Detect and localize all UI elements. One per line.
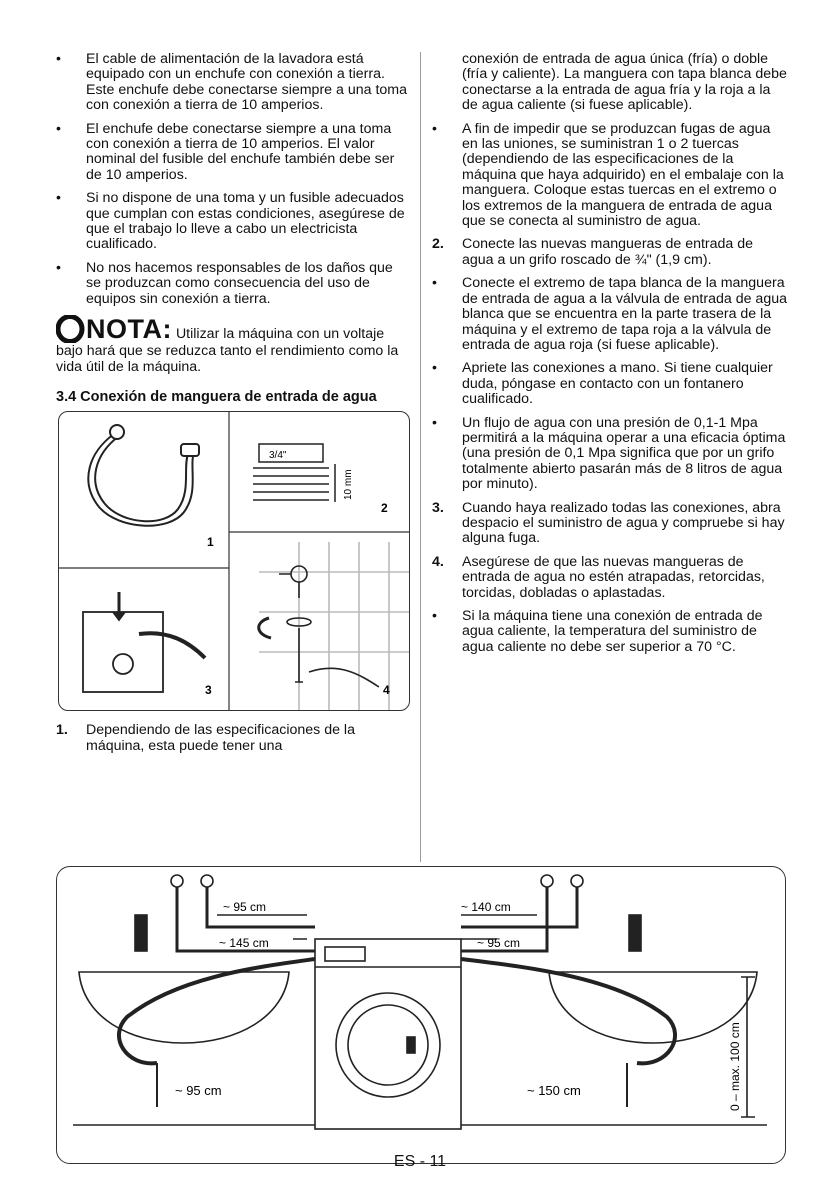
bullet-text: No nos hacemos responsables de los daños que se produzcan como consecuencia del uso de equipos sin conexión a tierra. bbox=[86, 259, 393, 307]
bullet-text: Conecte el extremo de tapa blanca de la manguera de entrada de agua a la válvula de entrada de agua blanca que se encuentra en la parte trasera de la máquina y el extremo de tapa roja a la válvula de entrada de agua roja (si fuese aplicable). bbox=[462, 275, 787, 353]
bullet-item bbox=[432, 276, 788, 353]
bullet-text: Si no dispone de una toma y un fusible adecuados que cumplan con estas condiciones, asegúrese de que el trabajo lo lleve a cabo un electricista cualificado. bbox=[86, 190, 405, 253]
indent-spacer bbox=[432, 52, 462, 114]
bullet-mark: • bbox=[56, 120, 61, 137]
bullet-item bbox=[432, 609, 788, 655]
dimension-label: ~ 95 cm bbox=[175, 1083, 222, 1098]
step-number: 1. bbox=[56, 722, 68, 739]
bullet-mark: • bbox=[432, 414, 437, 431]
bullet-mark: • bbox=[56, 259, 61, 276]
bullet-mark: • bbox=[56, 190, 61, 207]
continuation-text: conexión de entrada de agua única (fría) o doble (fría y caliente). La manguera con tapa blanca debe conectarse a la entrada de agua fría y la roja a la de agua caliente (si fuese aplicable). bbox=[462, 51, 787, 114]
section-heading: 3.4 Conexión de manguera de entrada de agua bbox=[56, 389, 377, 406]
thread-drawing bbox=[253, 444, 335, 502]
note-block bbox=[56, 315, 408, 375]
bullet-item bbox=[56, 122, 408, 184]
bullet-mark: • bbox=[432, 275, 437, 292]
thread-label: 3/4" bbox=[269, 450, 287, 462]
panel-number: 3 bbox=[205, 683, 212, 698]
step-number: 4. bbox=[432, 553, 444, 570]
length-label: 10 mm bbox=[343, 469, 354, 501]
hose-installation-figure bbox=[58, 411, 410, 711]
step-text: Cuando haya realizado todas las conexiones, abra despacio el suministro de agua y compruebe si hay alguna fuga. bbox=[462, 499, 785, 547]
panel-number: 2 bbox=[381, 501, 388, 516]
bullet-item bbox=[56, 261, 408, 307]
column-divider bbox=[420, 52, 421, 862]
dimension-label: ~ 95 cm bbox=[477, 936, 521, 950]
bullet-mark: • bbox=[432, 120, 437, 137]
step-number: 2. bbox=[432, 236, 444, 253]
right-column bbox=[432, 52, 788, 663]
step-item bbox=[432, 555, 788, 601]
hose-installation-drawing bbox=[59, 412, 409, 710]
installation-distances-drawing bbox=[57, 867, 785, 1163]
left-column bbox=[56, 52, 408, 762]
step-number: 3. bbox=[432, 499, 444, 516]
bullet-text: El cable de alimentación de la lavadora está equipado con un enchufe con conexión a tierra. Este enchufe debe conectarse siempre a una toma con conexión a tierra de 10 amperios. bbox=[86, 51, 407, 114]
bullet-text: Si la máquina tiene una conexión de entrada de agua caliente, la temperatura del suministro de agua caliente no debe ser superior a 70 °C. bbox=[462, 608, 763, 655]
bullet-text: Un flujo de agua con una presión de 0,1-1 Mpa permitirá a la máquina operar a una eficacia óptima (una presión de 0,1 Mpa significa que por un grifo totalmente abierto pasarán más de 8 litros de agua por minuto). bbox=[462, 414, 786, 493]
bullet-text: Apriete las conexiones a mano. Si tiene cualquier duda, póngase en contacto con un fontanero cualificado. bbox=[462, 360, 773, 408]
bullet-item bbox=[56, 52, 408, 114]
step-item bbox=[56, 723, 408, 754]
bullet-text: El enchufe debe conectarse siempre a una toma con conexión a tierra de 10 amperios. El valor nominal del fusible del enchufe también debe ser de 10 amperios. bbox=[86, 120, 395, 183]
bullet-text: A fin de impedir que se produzcan fugas de agua en las uniones, se suministran 1 o 2 tuercas (dependiendo de las especificaciones de la máquina que haya adquirido) en el embalaje con la manguera. Coloque estas tuercas en el extremo o los extremos de la manguera de entrada de agua que se conecta al suministro de agua. bbox=[462, 120, 784, 230]
machine-connection-drawing bbox=[83, 592, 205, 692]
note-circle-icon bbox=[56, 315, 86, 343]
step-text: Dependiendo de las especificaciones de la máquina, esta puede tener una bbox=[86, 722, 355, 754]
installation-distances-figure bbox=[56, 866, 786, 1164]
note-label: NOTA: bbox=[86, 314, 172, 345]
step-item bbox=[432, 237, 788, 268]
bullet-mark: • bbox=[432, 360, 437, 377]
continuation-paragraph bbox=[432, 52, 788, 114]
dimension-label: ~ 150 cm bbox=[527, 1083, 581, 1098]
step-text: Conecte las nuevas mangueras de entrada de agua a un grifo roscado de ¾" (1,9 cm). bbox=[462, 236, 754, 268]
bullet-item bbox=[432, 416, 788, 493]
dimension-label: ~ 140 cm bbox=[461, 900, 511, 914]
bullet-item bbox=[432, 361, 788, 407]
bullet-mark: • bbox=[432, 608, 437, 624]
step-text: Asegúrese de que las nuevas mangueras de entrada de agua no estén atrapadas, retorcidas, torcidas, dobladas o aplastadas. bbox=[462, 553, 765, 601]
panel-number: 1 bbox=[207, 535, 214, 550]
note-text: Utilizar la máquina con un voltaje bajo hará que se reduzca tanto el rendimiento como la vida útil de la máquina. bbox=[56, 326, 399, 376]
hose-drawing bbox=[88, 425, 199, 526]
dimension-label: ~ 145 cm bbox=[219, 936, 269, 950]
height-label: 0 – max. 100 cm bbox=[728, 1022, 742, 1111]
left-sink-icon bbox=[79, 972, 289, 1043]
dimension-label: ~ 95 cm bbox=[223, 900, 267, 914]
step-item bbox=[432, 501, 788, 547]
panel-number: 4 bbox=[383, 683, 390, 698]
page-number: ES - 11 bbox=[393, 1153, 447, 1170]
bullet-item bbox=[432, 122, 788, 230]
bullet-item bbox=[56, 191, 408, 253]
bullet-mark: • bbox=[56, 51, 61, 67]
